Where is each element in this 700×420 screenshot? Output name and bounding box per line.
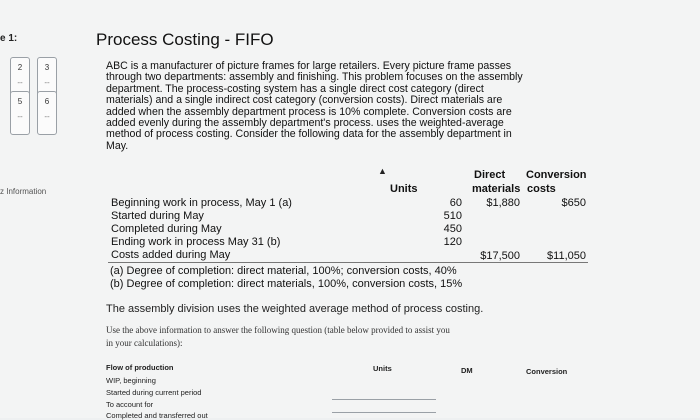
footnote-b: (b) Degree of completion: direct materials, 100%, conversion costs, 15% (110, 278, 463, 290)
tile-status: -- (44, 78, 50, 87)
header-conv-line2: costs (527, 183, 556, 195)
tile-number: 6 (44, 97, 50, 106)
flow-col-conversion: Conversion (526, 367, 568, 376)
row-label: Started during May (111, 210, 204, 222)
row-label: Completed during May (111, 223, 222, 235)
header-conv-line1: Conversion (526, 169, 587, 181)
tile-number: 2 (17, 63, 23, 72)
instructions-line1: Use the above information to answer the following question (table below provided to assist you (106, 325, 450, 335)
flow-col-units: Units (373, 364, 392, 373)
flow-row-label: Completed and transferred out (106, 411, 208, 420)
tile-number: 3 (44, 63, 50, 72)
row-label: Costs added during May (111, 249, 231, 261)
flow-row-label: WIP, beginning (106, 376, 156, 385)
information-link[interactable]: z Information (0, 187, 47, 196)
row-units: 450 (443, 223, 462, 235)
problem-intro: ABC is a manufacturer of picture frames for large retailers. Every picture frame passes through two departments: assembly and finishing. This problem focuses on the assembly department. The process-costing system has a single direct cost category (direct materials) and a single indirect cost category (conversion costs). Direct materials are added when the assembly department process is 10% complete. Conversion costs are added evenly during the assembly department's process. uses the weighted-average method of process costing. Consider the following data for the assembly department in May. (106, 60, 523, 152)
row-conv: $11,050 (547, 250, 586, 262)
flow-row-label: To account for (106, 400, 154, 409)
page-title: Process Costing - FIFO (96, 30, 274, 49)
question-sidebar (0, 0, 70, 418)
table-divider (108, 262, 588, 263)
row-units: 120 (443, 236, 462, 248)
question-tile-5[interactable] (10, 91, 30, 135)
header-dm-line1: Direct (474, 169, 506, 181)
instructions-line2: in your calculations): (106, 338, 183, 348)
row-dm: $1,880 (486, 197, 520, 209)
method-statement: The assembly division uses the weighted average method of process costing. (106, 303, 484, 315)
footnote-a: (a) Degree of completion: direct material, 100%; conversion costs, 40% (110, 265, 457, 277)
tile-status: -- (17, 112, 23, 121)
flow-heading: Flow of production (106, 363, 174, 372)
mouse-cursor-icon: ▲ (378, 166, 387, 176)
row-units: 60 (449, 197, 462, 209)
tile-status: -- (17, 78, 23, 87)
question-tile-6[interactable] (37, 91, 57, 135)
flow-col-dm: DM (461, 366, 473, 375)
row-label: Beginning work in process, May 1 (a) (111, 197, 292, 209)
row-conv: $650 (561, 197, 586, 209)
row-label: Ending work in process May 31 (b) (111, 236, 281, 248)
row-dm: $17,500 (480, 250, 520, 262)
row-units: 510 (443, 210, 462, 222)
header-units: Units (390, 183, 418, 195)
tile-status: -- (44, 112, 50, 121)
header-dm-line2: materials (472, 183, 521, 195)
tile-number: 5 (17, 97, 23, 106)
question-label: e 1: (0, 33, 18, 44)
flow-row-label: Started during current period (106, 388, 202, 397)
answer-input[interactable] (332, 399, 436, 400)
answer-input[interactable] (332, 412, 436, 413)
